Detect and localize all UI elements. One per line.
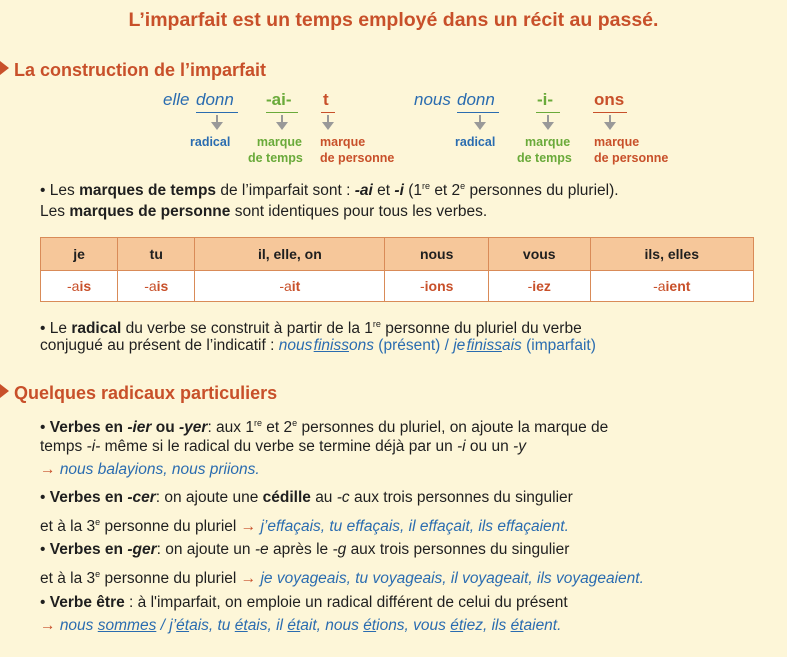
- table-cell: -ais: [118, 271, 195, 302]
- arrow-personne-1: [327, 115, 329, 122]
- table-cell: -iez: [489, 271, 590, 302]
- example2-radical: donn: [457, 90, 495, 109]
- arrow-right-icon: →: [40, 461, 56, 478]
- arrow-radical-1: [216, 115, 218, 122]
- table-header: tu: [118, 238, 195, 271]
- example2-marque-personne: ons: [594, 90, 625, 109]
- arrow-down-icon: [474, 122, 486, 130]
- rule-cer: • Verbes en -cer: on ajoute une cédille au -c aux trois personnes du singulier: [40, 489, 573, 506]
- rule-ier-yer: • Verbes en -ier ou -yer: aux 1re et 2e personnes du pluriel, on ajoute la marque de: [40, 418, 609, 437]
- arrow-right-icon: →: [240, 570, 257, 588]
- example1-radical-underline: [196, 112, 238, 113]
- arrow-temps-1: [281, 115, 283, 122]
- rule-etre: • Verbe être : à l'imparfait, on emploie un radical différent de celui du présent: [40, 594, 568, 611]
- arrow-down-icon: [542, 122, 554, 130]
- example1-personne-underline: [321, 112, 335, 113]
- label-marque-temps-1: marque de temps: [248, 135, 303, 165]
- arrow-right-icon: →: [40, 617, 56, 634]
- conjugation-table: [40, 237, 754, 302]
- label-radical-2: radical: [455, 135, 496, 149]
- arrow-down-icon: [322, 122, 334, 130]
- example2-temps-underline: [536, 112, 560, 113]
- label-marque-personne-1: marque de personne: [320, 135, 395, 165]
- table-row: [41, 271, 754, 302]
- rule-ier-yer-line2: temps -i- même si le radical du verbe se termine déjà par un -i ou un -y: [40, 438, 526, 455]
- table-cell: -ait: [195, 271, 385, 302]
- rule-cer-line2: et à la 3e personne du pluriel → j’effaçais, tu effaçais, il effaçait, ils effaçaient.: [40, 517, 569, 536]
- arrow-down-icon: [211, 122, 223, 130]
- arrow-down-icon: [276, 122, 288, 130]
- example-etre: → nous sommes / j’étais, tu étais, il était, nous étions, vous étiez, ils étaient.: [40, 617, 562, 634]
- example2-marque-temps: -i-: [537, 90, 554, 109]
- paragraph-radical: • Le radical du verbe se construit à partir de la 1re personne du pluriel du verbe: [40, 319, 582, 338]
- table-cell: -aient: [590, 271, 754, 302]
- table-cell: -ions: [385, 271, 489, 302]
- example1-temps-underline: [266, 112, 298, 113]
- example2-personne-underline: [593, 112, 627, 113]
- example2-radical-underline: [457, 112, 499, 113]
- page-title: L’imparfait est un temps employé dans un récit au passé.: [128, 9, 659, 31]
- example1-pronoun: elle: [163, 90, 190, 109]
- example1-radical: donn: [196, 90, 234, 109]
- arrow-radical-2: [479, 115, 481, 122]
- table-cell: -ais: [41, 271, 118, 302]
- triangle-bullet-icon: [0, 61, 9, 75]
- example2-pronoun: nous: [414, 90, 451, 109]
- arrow-temps-2: [547, 115, 549, 122]
- example-ier-yer: → nous balayions, nous priions.: [40, 461, 260, 478]
- rule-ger: • Verbes en -ger: on ajoute un -e après le -g aux trois personnes du singulier: [40, 541, 570, 558]
- label-marque-temps-2: marque de temps: [517, 135, 572, 165]
- paragraph-marques-line2: Les marques de personne sont identiques pour tous les verbes.: [40, 203, 488, 220]
- table-header-row: [41, 238, 754, 271]
- section-heading-radicaux: Quelques radicaux particuliers: [0, 383, 277, 404]
- label-radical-1: radical: [190, 135, 231, 149]
- table-header: nous: [385, 238, 489, 271]
- table-header: il, elle, on: [195, 238, 385, 271]
- arrow-personne-2: [609, 115, 611, 122]
- label-marque-personne-2: marque de personne: [594, 135, 669, 165]
- section-heading-construction: La construction de l’imparfait: [0, 60, 266, 81]
- example1-marque-temps: -ai-: [266, 90, 292, 109]
- arrow-right-icon: →: [240, 518, 257, 536]
- table-header: ils, elles: [590, 238, 754, 271]
- paragraph-radical-line2: conjugué au présent de l’indicatif : nous finissons (présent) / je finissais (imparfait): [40, 337, 596, 354]
- arrow-down-icon: [604, 122, 616, 130]
- paragraph-marques: • Les marques de temps de l’imparfait sont : -ai et -i (1re et 2e personnes du pluriel).: [40, 181, 619, 200]
- table-header: vous: [489, 238, 590, 271]
- triangle-bullet-icon: [0, 384, 9, 398]
- rule-ger-line2: et à la 3e personne du pluriel → je voyageais, tu voyageais, il voyageait, ils voyageaient.: [40, 569, 644, 588]
- table-header: je: [41, 238, 118, 271]
- example1-marque-personne: t: [323, 90, 329, 109]
